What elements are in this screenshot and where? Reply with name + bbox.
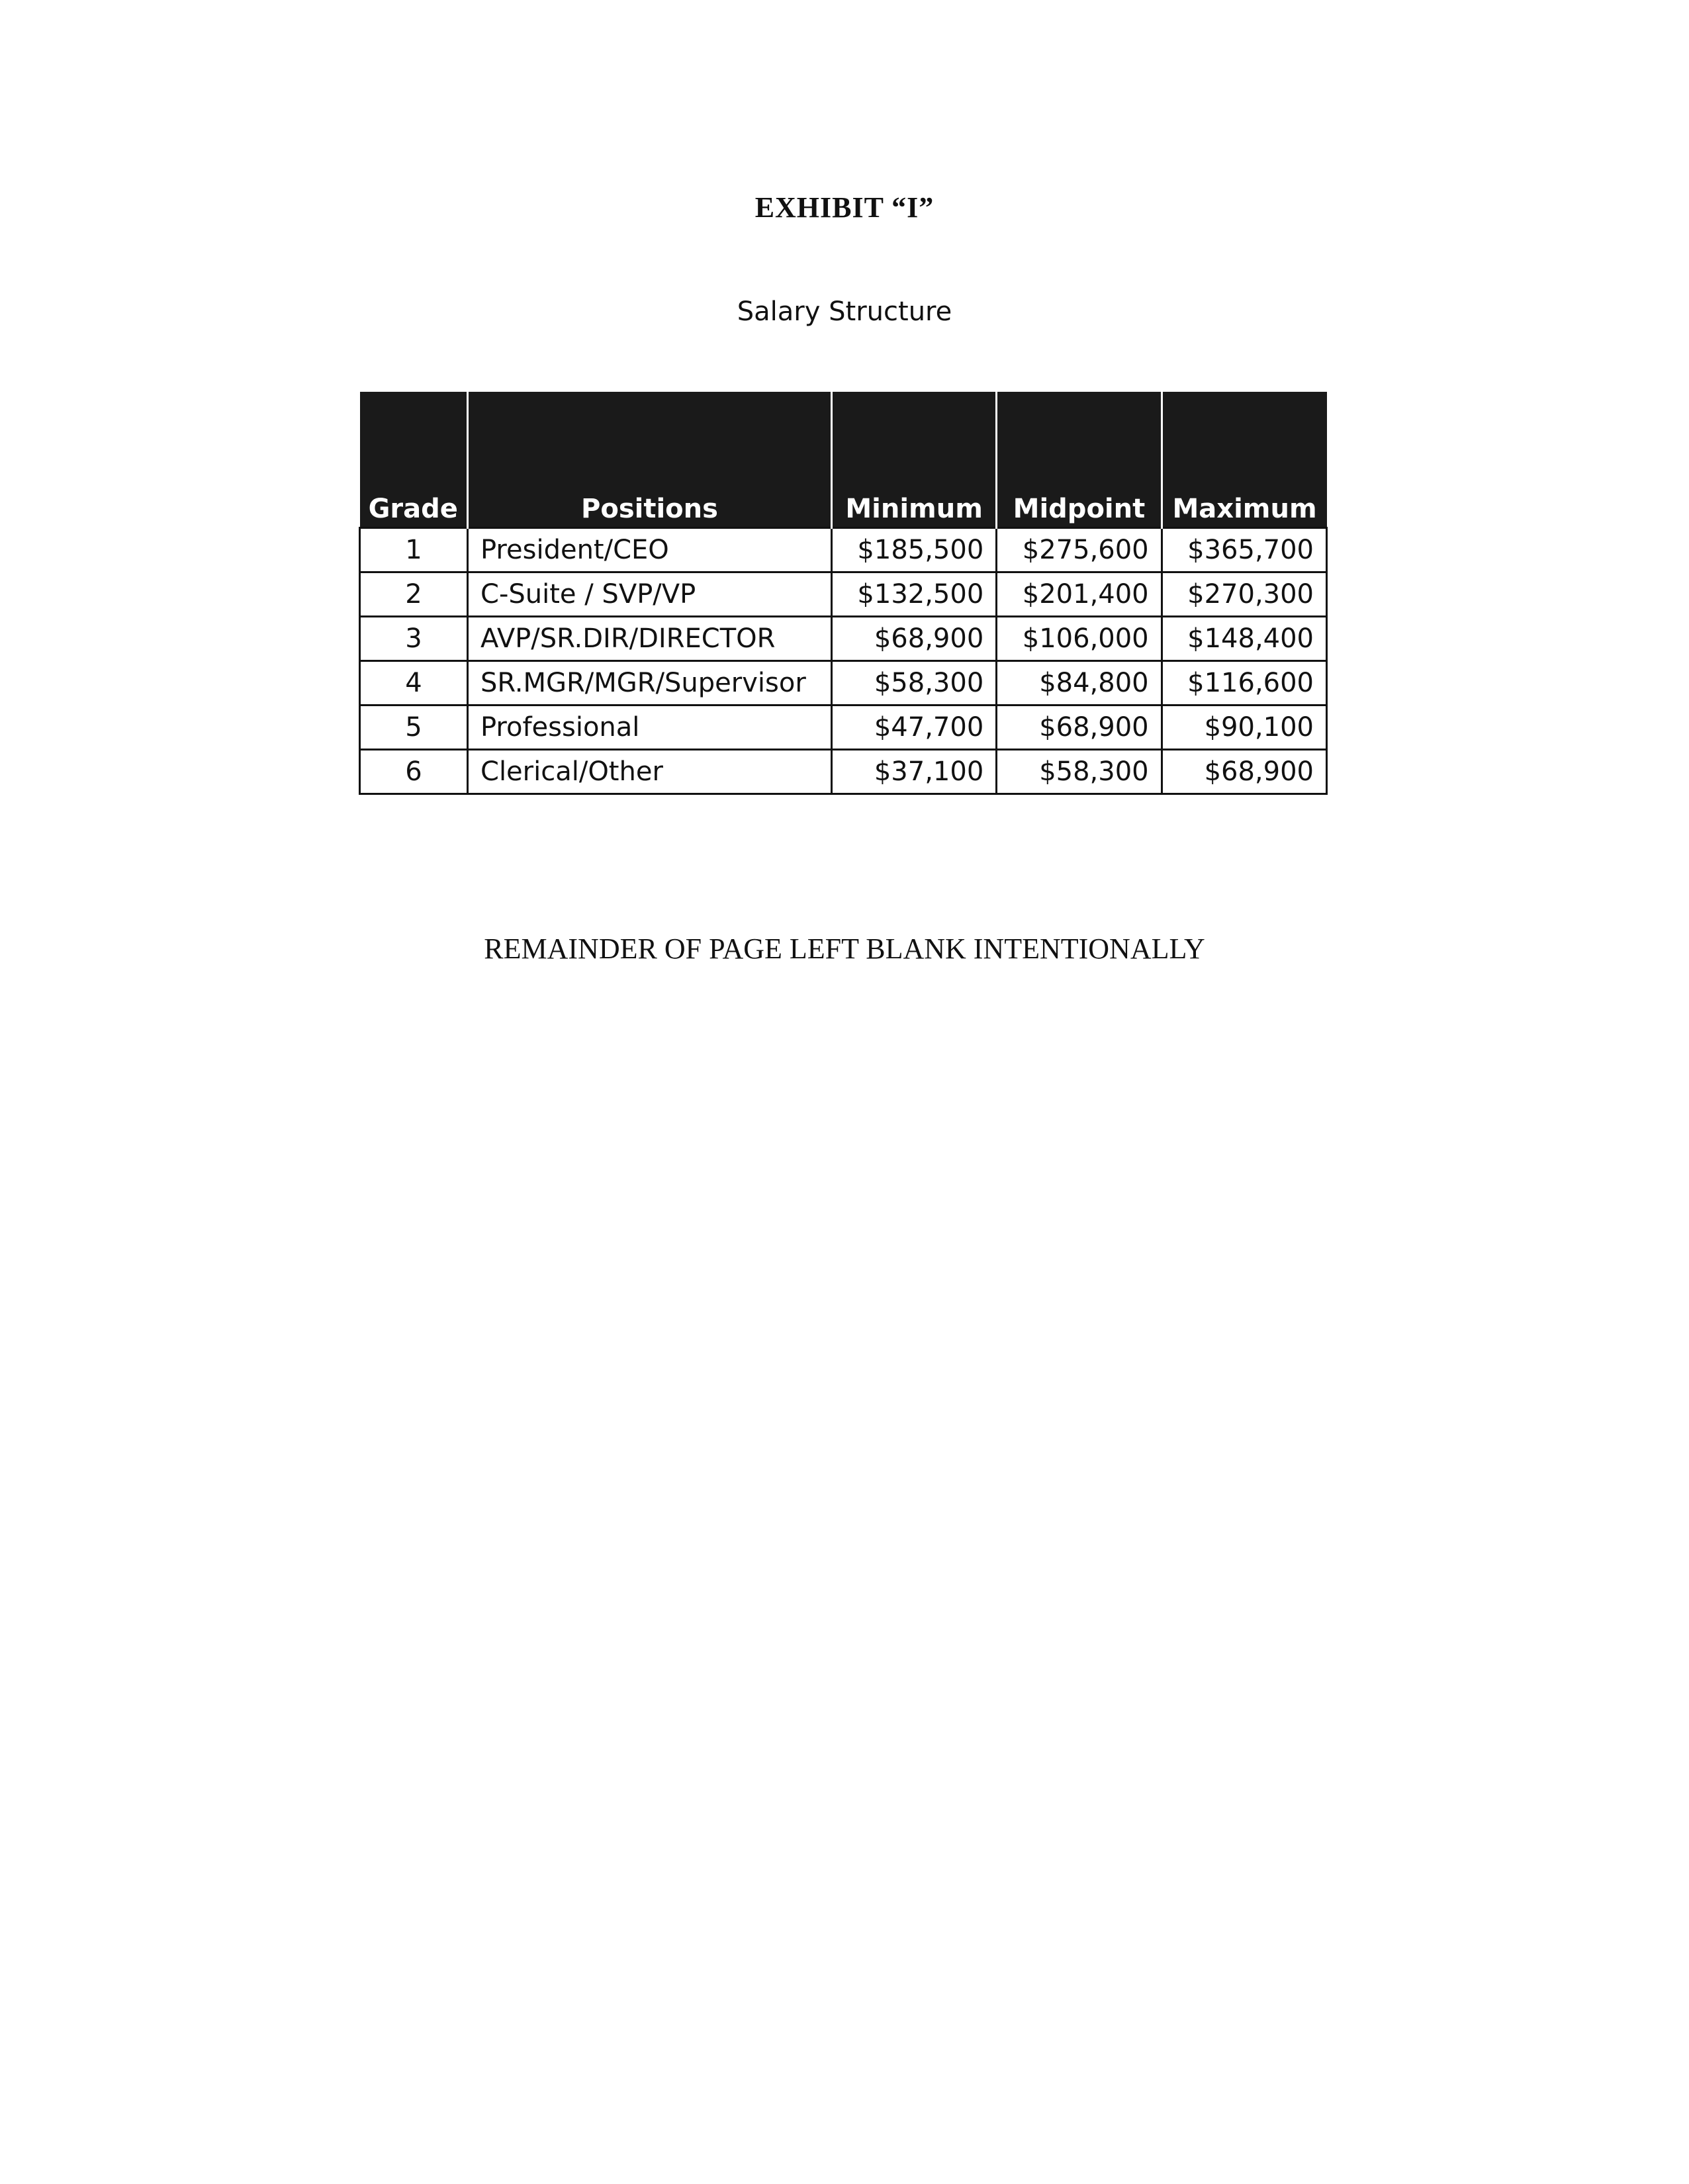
table-row: [360, 750, 1327, 794]
cell-position: Professional: [468, 705, 832, 750]
remainder-blank-note: REMAINDER OF PAGE LEFT BLANK INTENTIONALLY: [484, 933, 1205, 965]
header-midpoint: Midpoint: [997, 392, 1162, 528]
cell-maximum: $270,300: [1162, 572, 1326, 617]
cell-midpoint: $201,400: [997, 572, 1162, 617]
cell-minimum: $37,100: [831, 750, 996, 794]
cell-midpoint: $275,600: [997, 528, 1162, 572]
cell-minimum: $185,500: [831, 528, 996, 572]
cell-grade: 4: [360, 661, 468, 705]
table-row: [360, 617, 1327, 661]
header-minimum: Minimum: [831, 392, 996, 528]
cell-midpoint: $68,900: [997, 705, 1162, 750]
table-row: [360, 528, 1327, 572]
cell-maximum: $365,700: [1162, 528, 1326, 572]
salary-structure-table: [359, 392, 1328, 795]
header-grade: Grade: [360, 392, 468, 528]
page-subtitle: Salary Structure: [737, 296, 952, 327]
cell-grade: 2: [360, 572, 468, 617]
cell-minimum: $58,300: [831, 661, 996, 705]
table-row: [360, 705, 1327, 750]
cell-midpoint: $58,300: [997, 750, 1162, 794]
cell-grade: 1: [360, 528, 468, 572]
cell-maximum: $148,400: [1162, 617, 1326, 661]
cell-midpoint: $106,000: [997, 617, 1162, 661]
cell-minimum: $68,900: [831, 617, 996, 661]
cell-minimum: $47,700: [831, 705, 996, 750]
cell-maximum: $90,100: [1162, 705, 1326, 750]
header-maximum: Maximum: [1162, 392, 1326, 528]
table-row: [360, 661, 1327, 705]
cell-position: AVP/SR.DIR/DIRECTOR: [468, 617, 832, 661]
cell-position: C-Suite / SVP/VP: [468, 572, 832, 617]
exhibit-title: EXHIBIT “I”: [754, 191, 935, 224]
cell-midpoint: $84,800: [997, 661, 1162, 705]
cell-grade: 3: [360, 617, 468, 661]
cell-maximum: $68,900: [1162, 750, 1326, 794]
header-positions: Positions: [468, 392, 832, 528]
cell-maximum: $116,600: [1162, 661, 1326, 705]
cell-minimum: $132,500: [831, 572, 996, 617]
cell-position: SR.MGR/MGR/Supervisor: [468, 661, 832, 705]
cell-position: President/CEO: [468, 528, 832, 572]
table-row: [360, 572, 1327, 617]
cell-position: Clerical/Other: [468, 750, 832, 794]
cell-grade: 5: [360, 705, 468, 750]
cell-grade: 6: [360, 750, 468, 794]
table-header-row: [360, 392, 1327, 528]
